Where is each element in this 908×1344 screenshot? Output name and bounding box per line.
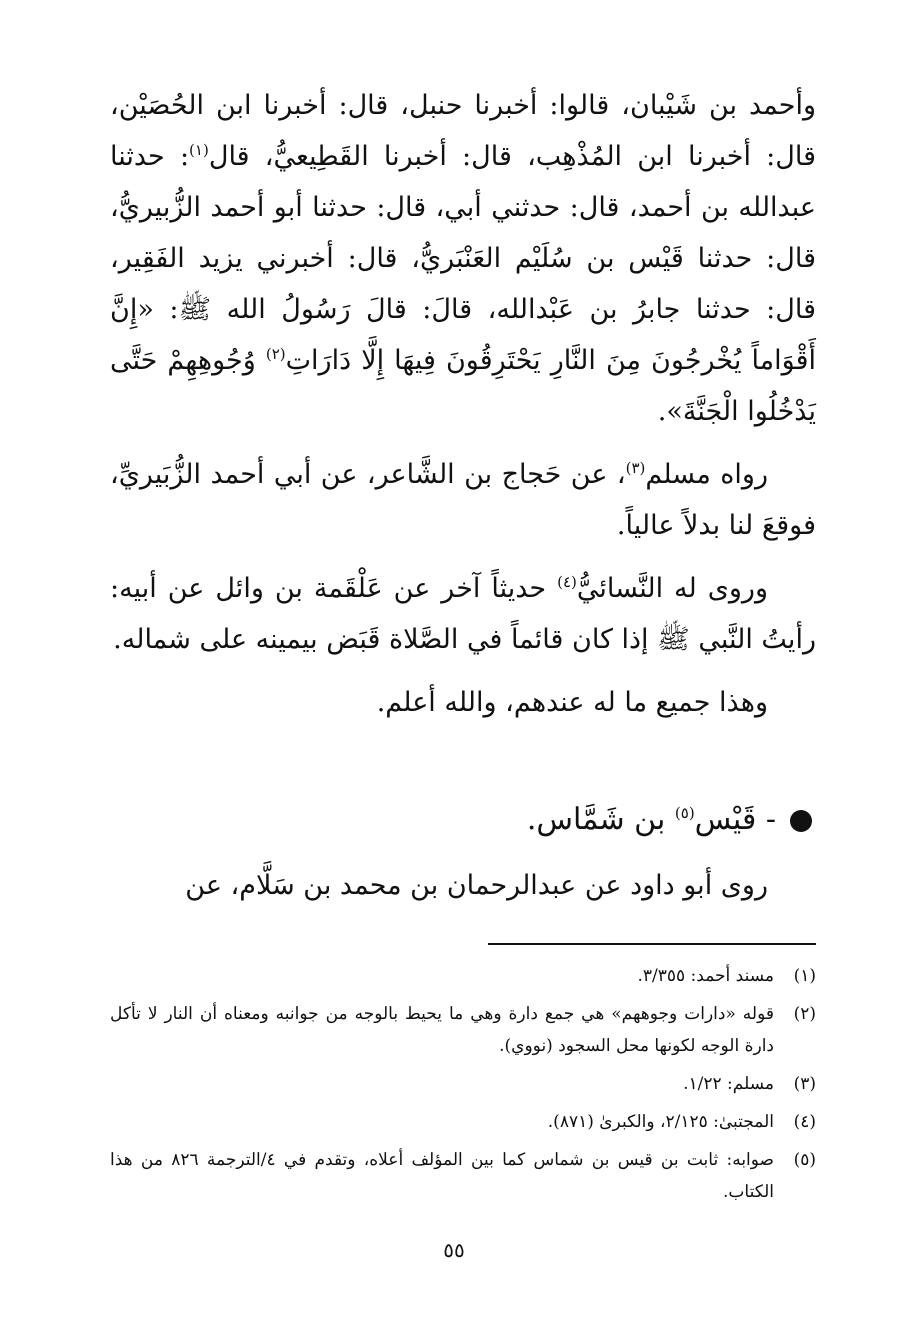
main-text [110,80,816,911]
paragraph-text: حديثاً آخر عن عَلْقَمة بن وائل عن أبيه: رأيتُ النَّبي ﷺ إذا كان قائماً في الصَّلاة قَبَض بيمينه على شماله. [110,573,816,655]
paragraph-text: وروى له النَّسائيُّ [576,573,768,604]
footnote-marker[interactable]: (٣) [625,459,646,477]
footnote-marker[interactable]: (١) [189,141,209,159]
bullet-icon [790,810,812,832]
heading-name: - قَيْس [694,802,776,837]
paragraph-text: رواه مسلم [645,459,768,490]
footnote-text: صوابه: ثابت بن قيس بن شماس كما بين المؤلف أعلاه، وتقدم في ٤/الترجمة ٨٢٦ من هذا الكتاب. [110,1150,774,1202]
footnote-text: المجتبىٰ: ٢/١٢٥، والكبرىٰ (٨٧١). [547,1112,774,1132]
footnote-number: (٢) [793,1004,816,1024]
footnote-marker[interactable]: (٢) [265,345,286,363]
footnote [110,960,816,992]
footnote-number: (١) [793,966,816,986]
footnote-number: (٤) [793,1112,816,1132]
footnote [110,998,816,1062]
footnote-text: مسند أحمد: ٣/٣٥٥. [637,966,774,986]
footnote [110,1106,816,1138]
footnote-divider [488,943,816,945]
paragraph-text: ، عن حَجاج بن الشَّاعر، عن أبي أحمد الزُّبَيريِّ، فوقعَ لنا بدلاً عالياً. [110,459,816,541]
page-number: ٥٥ [443,1238,465,1262]
footnote-text: قوله «دارات وجوههم» هي جمع دارة وهي ما يحيط بالوجه من جوانبه ومعناه أن النار لا تأكل دارة الوجه لكونها محل السجود (نووي). [110,1004,774,1056]
paragraph-isnad [110,80,816,437]
paragraph-text: وُجُوهِهِمْ حَتَّى يَدْخُلُوا الْجَنَّةَ». [110,345,816,427]
paragraph-text: : حدثنا عبدالله بن أحمد، قال: حدثني أبي، قال: حدثنا أبو أحمد الزُّبيريُّ، قال: حدثنا قَيْس بن سُلَيْم العَنْبَريُّ، قال: أخبرني يزيد الفَقِير، قال: حدثنا جابرُ بن عَبْدالله، قالَ: قالَ رَسُولُ الله ﷺ: «إِنَّ أَقْوَاماً يُخْرجُونَ مِنَ النَّارِ يَحْتَرِقُونَ فِيهَا إِلَّا دَارَاتِ [110,141,816,376]
footnote-text: مسلم: ١/٢٢. [683,1074,774,1094]
paragraph-abu-dawud: روى أبو داود عن عبدالرحمان بن محمد بن سَلَّام، عن [185,870,768,901]
footnote-number: (٥) [793,1150,816,1170]
heading-name-suffix: بن شَمَّاس. [526,802,675,837]
entry-heading [110,792,816,848]
footnotes [110,960,816,1214]
paragraph-nasai [110,563,816,665]
footnote [110,1144,816,1208]
footnote-number: (٣) [793,1074,816,1094]
paragraph-muslim [110,449,816,551]
footnote-marker[interactable]: (٥) [674,804,695,822]
paragraph-text: وأحمد بن شَيْبان، قالوا: أخبرنا حنبل، قال: أخبرنا ابن الحُصَيْن، قال: أخبرنا ابن المُذْهِب، قال: أخبرنا القَطِيعيُّ، قال [110,90,817,172]
paragraph-closing: وهذا جميع ما له عندهم، والله أعلم. [376,687,768,718]
footnote-marker[interactable]: (٤) [557,573,577,591]
footnote [110,1068,816,1100]
